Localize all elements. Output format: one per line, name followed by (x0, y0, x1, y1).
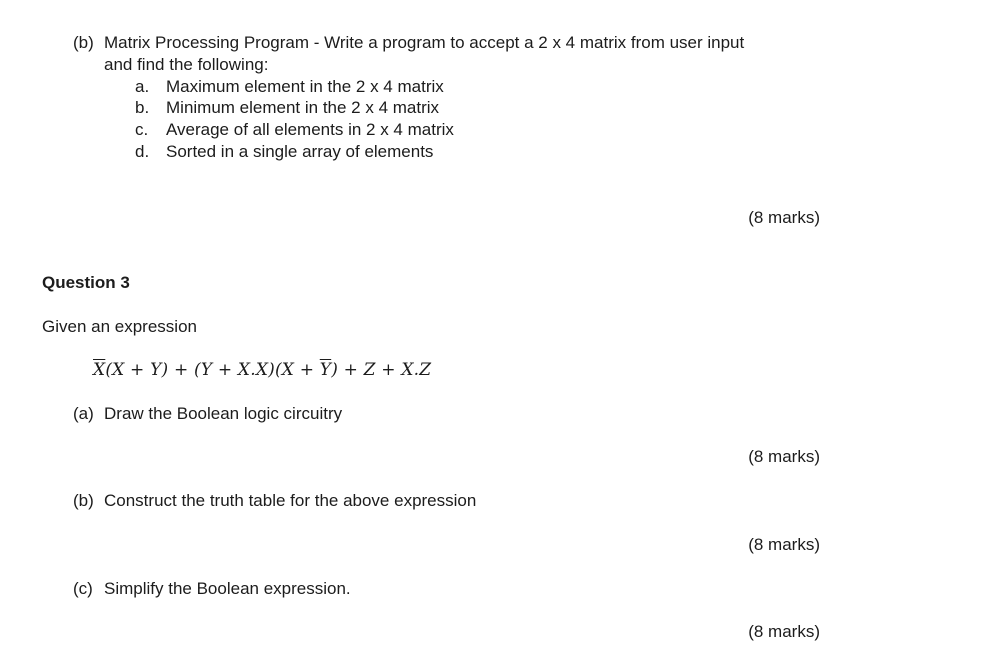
list-marker: b. (135, 98, 150, 117)
marks-label: (8 marks) (748, 535, 820, 554)
list-item: Minimum element in the 2 x 4 matrix (166, 98, 440, 117)
expression-part1: (X + Y) + (Y + X.X)(X + (105, 360, 320, 380)
part-label: (b) (73, 491, 94, 510)
part-text: Construct the truth table for the above expression (104, 491, 477, 510)
boolean-expression (93, 360, 431, 380)
marks-label: (8 marks) (748, 447, 820, 466)
x-bar: $\overline{X}$ (93, 360, 106, 380)
list-marker: a. (135, 77, 150, 96)
question-intro: Given an expression (42, 317, 197, 336)
list-item: Sorted in a single array of elements (166, 142, 434, 161)
part-label: (b) (73, 33, 94, 52)
question-text-line1: Matrix Processing Program - Write a program to accept a 2 x 4 matrix from user input (104, 33, 745, 52)
list-item: Maximum element in the 2 x 4 matrix (166, 77, 444, 96)
part-text: Draw the Boolean logic circuitry (104, 404, 343, 423)
marks-label: (8 marks) (748, 622, 820, 641)
y-bar: $\overline{Y}$ (319, 360, 332, 380)
part-label: (a) (73, 404, 94, 423)
expression-part2: ) + Z + X.Z (331, 360, 432, 380)
list-marker: c. (135, 120, 149, 139)
marks-label: (8 marks) (748, 208, 820, 227)
list-item: Average of all elements in 2 x 4 matrix (166, 120, 454, 139)
question-title: Question 3 (42, 273, 130, 292)
list-marker: d. (135, 142, 150, 161)
part-text: Simplify the Boolean expression. (104, 579, 351, 598)
question-text-line2: and find the following: (104, 55, 269, 74)
part-label: (c) (73, 579, 93, 598)
